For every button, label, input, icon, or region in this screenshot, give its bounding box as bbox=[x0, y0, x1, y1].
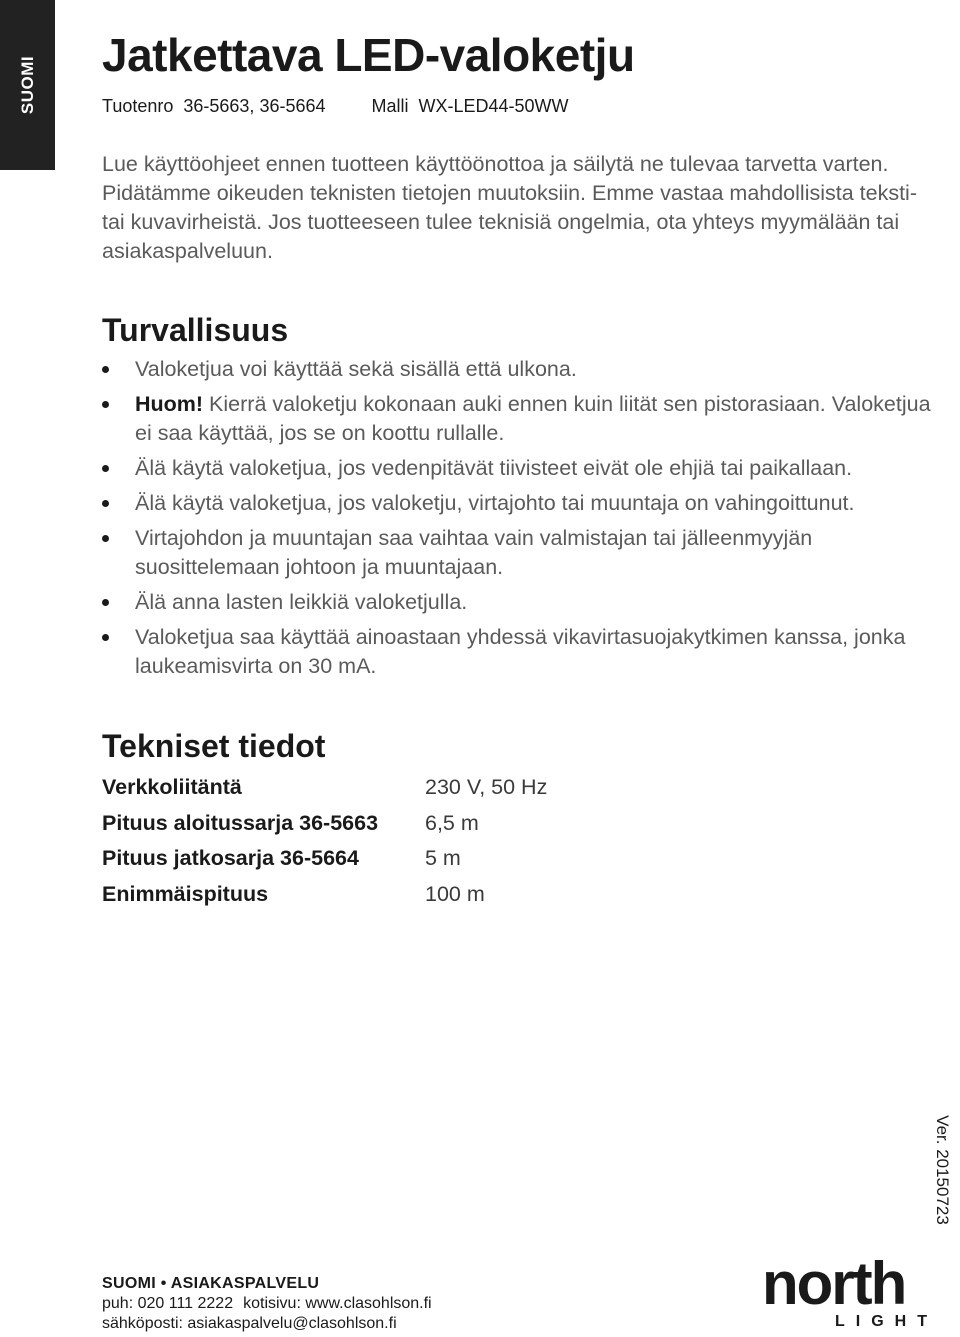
spec-value: 230 V, 50 Hz bbox=[425, 775, 548, 800]
language-tab-label: SUOMI bbox=[17, 55, 37, 115]
logo-wordmark: north bbox=[762, 1250, 906, 1317]
model-number: Malli WX-LED44-50WW bbox=[371, 96, 569, 116]
document-title: Jatkettava LED-valoketju bbox=[102, 29, 635, 81]
intro-paragraph: Lue käyttöohjeet ennen tuotteen käyttöönottoa ja säilytä ne tulevaa tarvetta varten. Pidätämme oikeuden teknisten tietojen muutoksiin. Emme vastaa mahdollisista teksti- tai kuvavirheistä. Jos tuotteeseen tulee teknisiä ongelmia, ota yhteys myymälään tai asiakaspalveluun. bbox=[102, 152, 917, 263]
safety-list bbox=[102, 355, 932, 687]
spec-value: 5 m bbox=[425, 846, 461, 871]
spec-label: Enimmäispituus bbox=[102, 881, 269, 906]
spec-value: 100 m bbox=[425, 881, 485, 906]
spec-value: 6,5 m bbox=[425, 810, 479, 835]
logo-subtitle: LIGHT bbox=[835, 1313, 938, 1330]
safety-item bbox=[102, 355, 932, 384]
footer-contact-line bbox=[102, 1294, 432, 1314]
safety-item-text: Älä käytä valoketjua, jos valoketju, virtajohto tai muuntaja on vahingoittunut. bbox=[135, 491, 855, 515]
spec-table bbox=[102, 770, 547, 912]
spec-row bbox=[102, 806, 547, 842]
safety-item-text: Virtajohdon ja muuntajan saa vaihtaa vain valmistajan tai jälleenmyyjän suosittelemaan johtoon ja muuntajaan. bbox=[135, 526, 813, 579]
version-label: Ver. 20150723 bbox=[933, 1115, 952, 1225]
safety-item-text: Valoketjua saa käyttää ainoastaan yhdessä vikavirtasuojakytkimen kanssa, jonka laukeamisvirta on 30 mA. bbox=[135, 625, 906, 678]
product-meta bbox=[102, 96, 569, 117]
safety-item-text: Älä käytä valoketjua, jos vedenpitävät tiivisteet eivät ole ehjiä tai paikallaan. bbox=[135, 456, 853, 480]
footer-heading: SUOMI • ASIAKASPALVELU bbox=[102, 1275, 320, 1292]
safety-item-emphasis: Huom! bbox=[135, 392, 204, 416]
safety-item bbox=[102, 623, 932, 681]
safety-item bbox=[102, 390, 932, 448]
safety-item-text: Älä anna lasten leikkiä valoketjulla. bbox=[135, 590, 468, 614]
footer-phone: puh: 020 111 2222 bbox=[102, 1295, 234, 1312]
product-number: Tuotenro 36-5663, 36-5664 bbox=[102, 96, 326, 116]
safety-item-text: Kierrä valoketju kokonaan auki ennen kuin liität sen pistorasiaan. Valoketjua ei saa käyttää, jos se on koottu rullalle. bbox=[135, 392, 931, 445]
footer-website: kotisivu: www.clasohlson.fi bbox=[243, 1295, 432, 1312]
spec-label: Pituus jatkosarja 36-5664 bbox=[102, 846, 359, 871]
footer-contact bbox=[102, 1274, 432, 1334]
spec-row bbox=[102, 770, 547, 806]
spec-label: Pituus aloitussarja 36-5663 bbox=[102, 810, 379, 835]
safety-item bbox=[102, 489, 932, 518]
footer-email: sähköposti: asiakaspalvelu@clasohlson.fi bbox=[102, 1315, 397, 1332]
safety-heading: Turvallisuus bbox=[102, 312, 289, 348]
safety-item bbox=[102, 588, 932, 617]
north-light-logo bbox=[762, 1250, 940, 1333]
safety-item bbox=[102, 454, 932, 483]
spec-label: Verkkoliitäntä bbox=[102, 775, 242, 800]
language-tab bbox=[0, 0, 55, 170]
spec-row bbox=[102, 877, 547, 913]
safety-item-text: Valoketjua voi käyttää sekä sisällä että ulkona. bbox=[135, 357, 577, 381]
spec-row bbox=[102, 841, 547, 877]
tech-heading: Tekniset tiedot bbox=[102, 728, 326, 764]
safety-item bbox=[102, 524, 932, 582]
